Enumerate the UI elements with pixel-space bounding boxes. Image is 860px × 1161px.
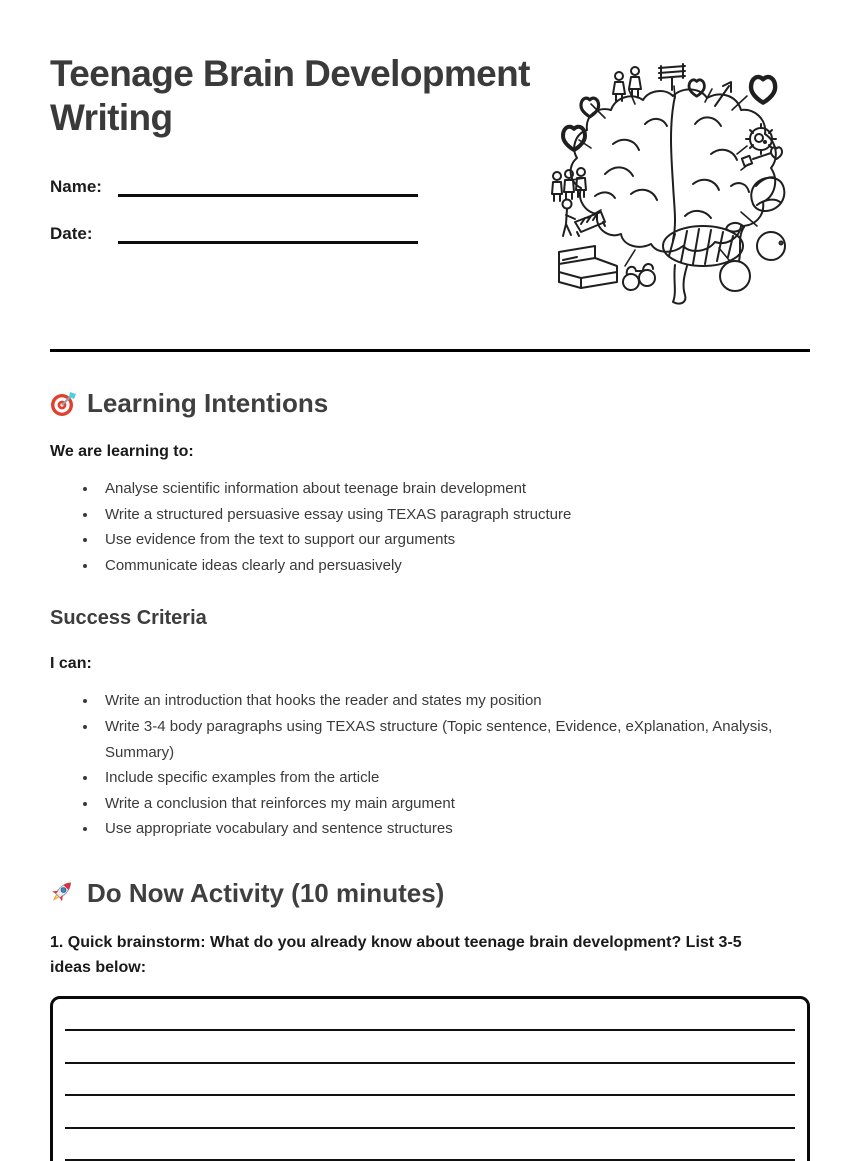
name-field-row [50, 171, 530, 197]
do-now-heading [50, 878, 810, 908]
learning-intentions-heading [50, 388, 810, 418]
write-line [65, 1096, 795, 1129]
section-divider [50, 349, 810, 352]
name-input-line[interactable] [118, 173, 418, 197]
page-title: Teenage Brain Development Writing [50, 53, 530, 138]
name-label: Name: [50, 177, 102, 196]
section-do-now [50, 878, 810, 1161]
write-line [65, 1064, 795, 1097]
date-field-row [50, 218, 530, 244]
bullet-item: • Analyse scientific information about teenage brain development [98, 476, 810, 502]
write-line [65, 999, 795, 1032]
header-text-block [50, 50, 530, 265]
bench-icon [659, 64, 685, 90]
bullet-item: • Write a conclusion that reinforces my main argument [98, 791, 810, 817]
learning-intentions-lead: We are learning to: [50, 443, 194, 460]
binoculars-icon [623, 264, 655, 290]
bullet-item: • Use appropriate vocabulary and sentence structures [98, 816, 810, 842]
ball-icon [757, 232, 785, 260]
write-line [65, 1129, 795, 1161]
bed-icon [559, 246, 617, 288]
learning-intentions-title: Learning Intentions [87, 388, 329, 418]
bullet-item: • Write a structured persuasive essay using TEXAS paragraph structure [98, 502, 810, 528]
brainstorm-answer-box[interactable] [50, 996, 810, 1161]
success-criteria-lead: I can: [50, 655, 92, 673]
success-criteria-heading: Success Criteria [50, 607, 207, 630]
date-input-line[interactable] [118, 220, 418, 244]
date-label: Date: [50, 224, 93, 243]
section-learning-intentions [50, 388, 810, 842]
bullet-item: • Include specific examples from the article [98, 765, 810, 791]
brainstem [673, 265, 687, 304]
shell-icon [751, 177, 784, 211]
radiating-lines [571, 86, 757, 266]
brain-illustration [535, 54, 810, 309]
learning-intentions-list [50, 476, 810, 578]
bullet-item: • Write 3-4 body paragraphs using TEXAS structure (Topic sentence, Evidence, eXplanation, Analysis, Summary) [98, 714, 810, 765]
brain-doodle-svg [535, 54, 810, 309]
target-icon [50, 390, 77, 417]
write-line [65, 1031, 795, 1064]
success-criteria-list [50, 688, 810, 842]
brain-fissure [671, 96, 675, 240]
header [50, 50, 810, 309]
do-now-title: Do Now Activity (10 minutes) [87, 877, 445, 908]
bullet-item: • Communicate ideas clearly and persuasively [98, 553, 810, 579]
brainstorm-prompt: 1. Quick brainstorm: What do you already know about teenage brain development? List 3-5 ideas below: [50, 933, 742, 977]
bullet-item: • Use evidence from the text to support our arguments [98, 527, 810, 553]
heart-icons [563, 77, 775, 150]
rocket-icon [50, 879, 77, 906]
bullet-item: • Write an introduction that hooks the reader and states my position [98, 688, 810, 714]
